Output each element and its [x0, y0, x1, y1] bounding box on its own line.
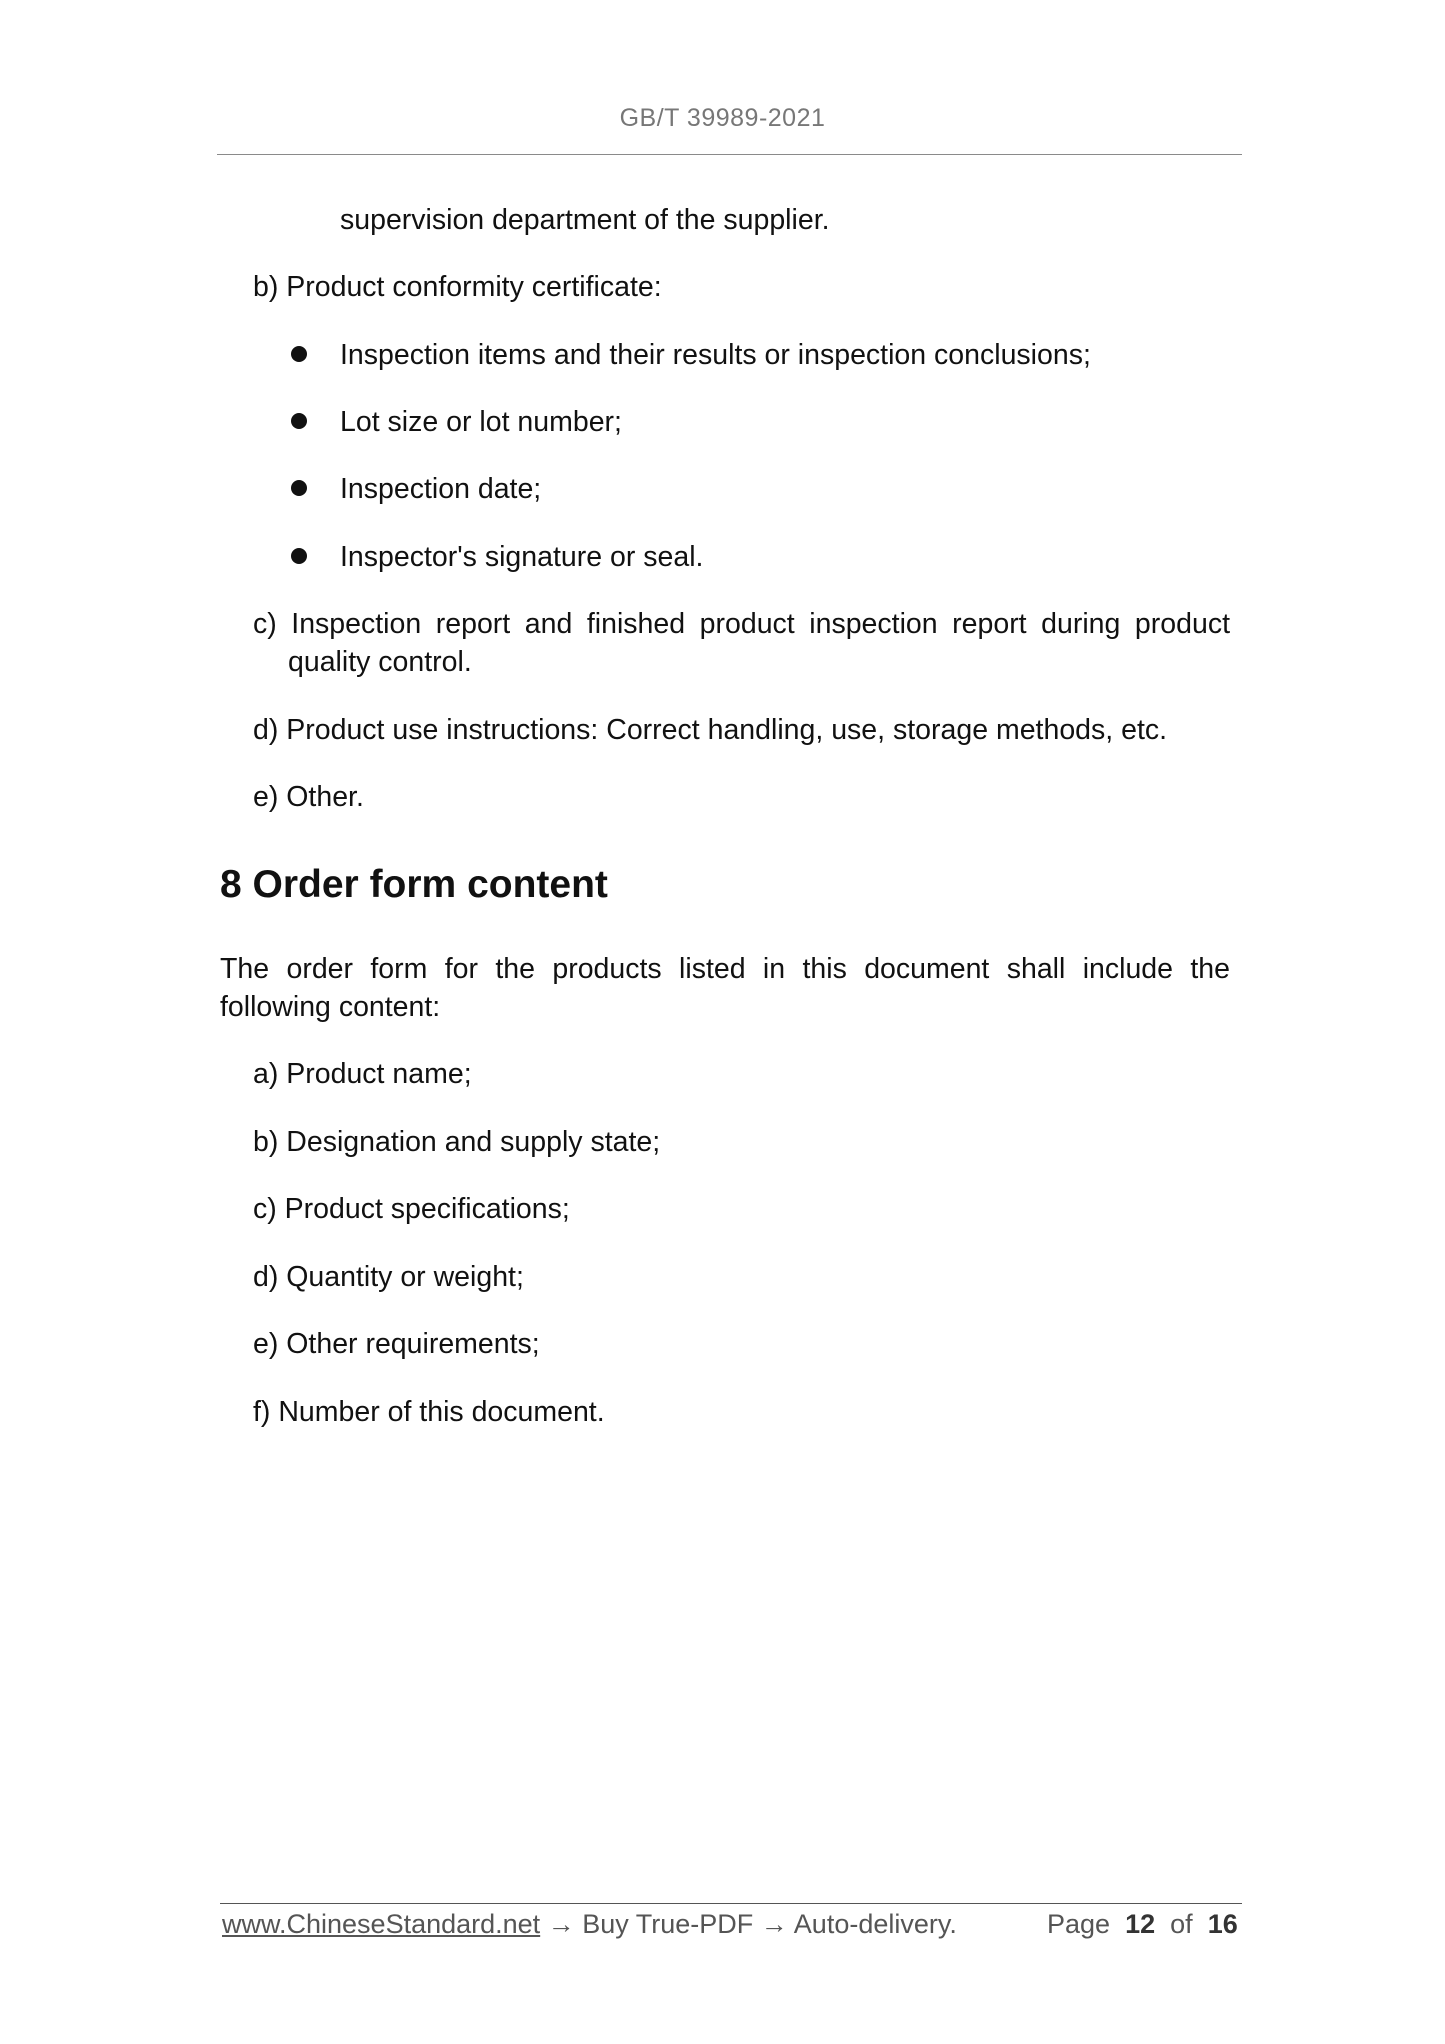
list-item-c-line2: quality control.	[288, 646, 472, 678]
bullet-dot-icon	[291, 480, 307, 496]
section-heading: 8 Order form content	[220, 863, 608, 906]
arrow-right-icon: →	[760, 1909, 788, 1939]
list-item-c-line1: c) Inspection report and finished product inspection report during product	[253, 608, 1230, 640]
bullet-dot-icon	[291, 413, 307, 429]
list-item-e: e) Other.	[253, 781, 364, 813]
delivery-text: Auto-delivery.	[793, 1909, 957, 1939]
list-item: e) Other requirements;	[253, 1328, 540, 1360]
page-indicator	[1047, 1906, 1238, 1942]
page-of-label: of	[1170, 1909, 1193, 1939]
page-label: Page	[1047, 1909, 1111, 1939]
document-id-header: GB/T 39989-2021	[619, 104, 826, 132]
bullet-item: Inspection date;	[340, 473, 542, 505]
footer-links	[222, 1906, 957, 1942]
continuation-text: supervision department of the supplier.	[340, 204, 830, 236]
header-divider	[217, 154, 1242, 155]
section-intro-line2: following content:	[220, 991, 441, 1023]
list-item: a) Product name;	[253, 1058, 472, 1090]
page-current: 12	[1125, 1909, 1156, 1939]
bullet-dot-icon	[291, 548, 307, 564]
buy-text: Buy True-PDF	[582, 1909, 754, 1939]
list-item-b: b) Product conformity certificate:	[253, 271, 662, 303]
list-item: b) Designation and supply state;	[253, 1126, 661, 1158]
page-total: 16	[1207, 1909, 1238, 1939]
site-link[interactable]: www.ChineseStandard.net	[222, 1909, 541, 1939]
arrow-right-icon: →	[547, 1909, 575, 1939]
bullet-item: Inspection items and their results or inspection conclusions;	[340, 339, 1091, 371]
list-item-d: d) Product use instructions: Correct handling, use, storage methods, etc.	[253, 714, 1168, 746]
bullet-dot-icon	[291, 346, 307, 362]
footer-divider	[220, 1903, 1242, 1904]
list-item: d) Quantity or weight;	[253, 1261, 524, 1293]
bullet-item: Lot size or lot number;	[340, 406, 622, 438]
bullet-item: Inspector's signature or seal.	[340, 541, 704, 573]
section-intro-line1: The order form for the products listed in this document shall include the	[220, 953, 1230, 985]
list-item: c) Product specifications;	[253, 1193, 570, 1225]
list-item: f) Number of this document.	[253, 1396, 605, 1428]
